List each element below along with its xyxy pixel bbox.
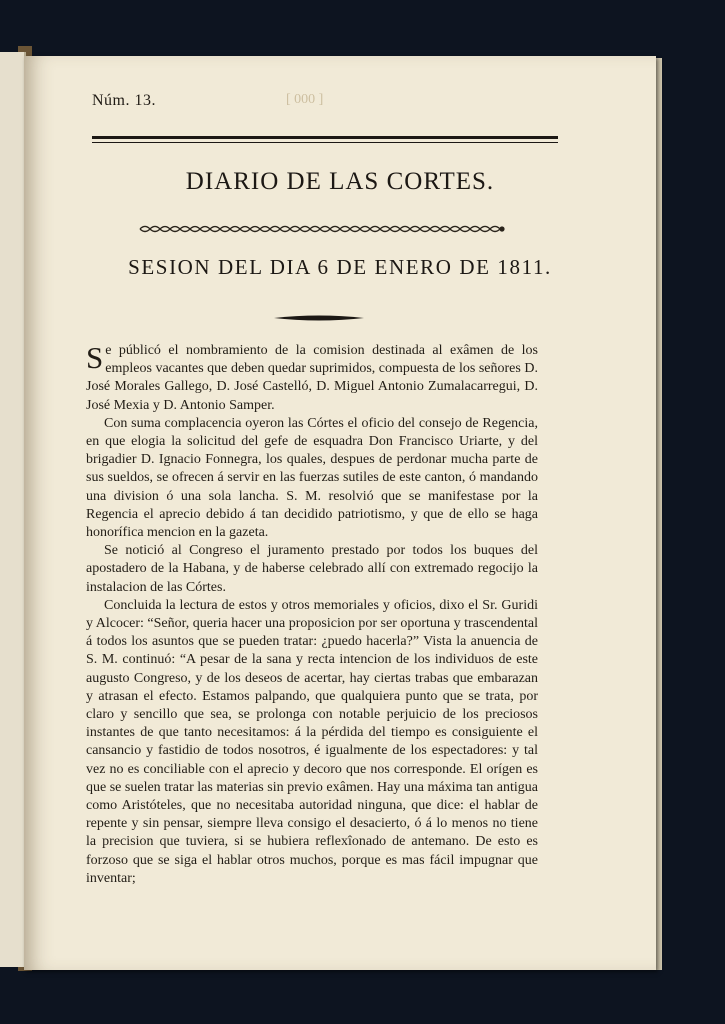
header-rule-thick [92,136,558,139]
issue-number: Núm. 13. [92,92,156,109]
ornamental-border [136,224,506,234]
paragraph-4: Concluida la lectura de estos y otros memoriales y oficios, dixo el Sr. Guridi y Alcocer: “Señor, queria hacer una proposicion por ser oportuna y trascendental á todos los asuntos que se pueden tratar: ¿puedo hacerla?” Vista la anuencia de S. M. continuó: “A pesar de la sana y recta intencion de los individuos de este augusto Congreso, y de los deseos de acertar, hay ciertas trabas que embarazan y atrasan el efecto. Estamos palpando, que qualquiera punto que se trata, por claro y sencillo que sea, se prolonga con notable perjuicio de los preciosos instantes de que tanto necesitamos: á la pérdida del tiempo es consiguiente el cansancio y fastidio de todos nosotros, é igualmente de los espectadores: y tal vez no es conciliable con el aprecio y decoro que nos corresponde. El orígen es que se suelen tratar las materias sin previo exâmen. Hay una máxima tan antigua como Aristóteles, que no necesitaba autoridad ninguna, que dice: el hablar de repente y sin pensar, siempre lleva consigo el desacierto, ó á lo menos no tiene la precision que tuviera, si se hubiera reflexîonado de antemano. De esto es forzoso que se siga el hablar otros muchos, porque es mas fácil impugnar que inventar; [86,597,538,886]
document-page [24,56,656,970]
faint-page-number: [ 000 ] [286,92,324,107]
decorative-swash [274,314,364,322]
body-text [86,342,538,888]
header-rule-thin [92,142,558,143]
paragraph-1 [86,342,538,415]
left-page-margin [0,52,26,967]
drop-cap: S [86,340,104,375]
paragraph-3: Se notició al Congreso el juramento prestado por todos los buques del apostadero de la Habana, y de haberse celebrado allí con extremado regocijo la instalacion de las Córtes. [86,543,538,595]
session-heading: SESION DEL DIA 6 DE ENERO DE 1811. [128,255,552,279]
paragraph-2: Con suma complacencia oyeron las Córtes el oficio del consejo de Regencia, en que elogia la solicitud del gefe de esquadra Don Francisco Uriarte, y del brigadier D. Ignacio Fonnegra, los quales, despues de perdonar mucha parte de sus sueldos, se ofrecen á servir en las fuerzas sutiles de este canton, ó mandando una division ó una sola lancha. S. M. resolvió que se manifestase por la Regencia el aprecio debido á tan decidido patriotismo, y que de ello se haga honorífica mencion en la gazeta. [86,415,538,541]
journal-title: DIARIO DE LAS CORTES. [185,168,495,195]
paragraph-1-text: e públicó el nombramiento de la comision destinada al exâmen de los empleos vacantes que deben quedar suprimidos, compuesta de los señores D. José Morales Gallego, D. José Castelló, D. Miguel Antonio Zumalacarregui, D. José Mexia y D. Antonio Samper. [86,343,538,413]
